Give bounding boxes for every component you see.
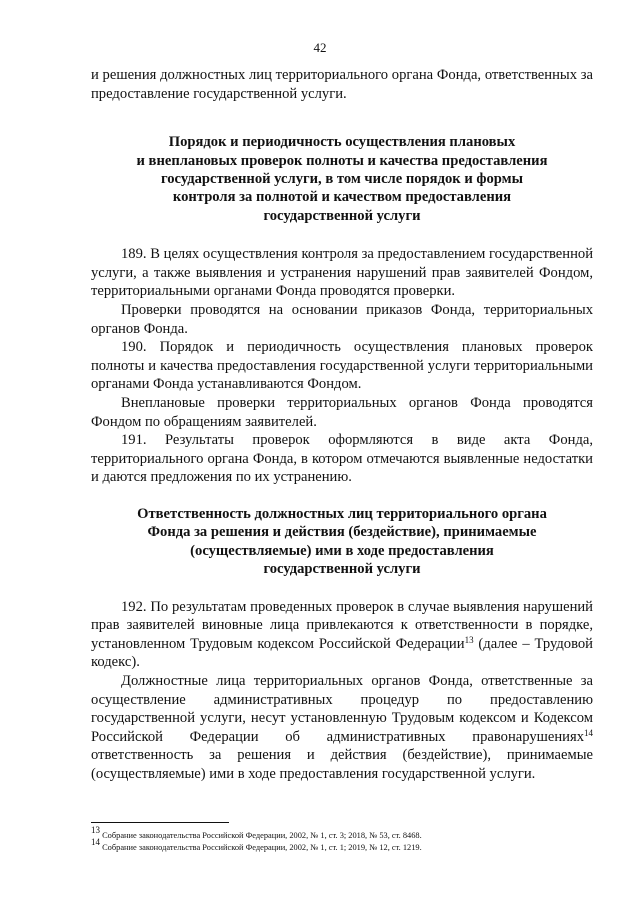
footnote-divider xyxy=(91,822,229,823)
heading-line: Ответственность должностных лиц территориального органа xyxy=(137,505,547,522)
paragraph-192-continued xyxy=(91,672,593,784)
footnote-13 xyxy=(91,825,593,842)
paragraph-189: 189. В целях осуществления контроля за предоставлением государственной услуги, а также выявления и устранения нарушений прав заявителей Фондом, территориальными органами Фонда проводятся проверки. xyxy=(91,246,593,300)
heading-line: Порядок и периодичность осуществления плановых xyxy=(168,134,516,151)
section-heading-inspections xyxy=(91,133,593,225)
section-heading-responsibility xyxy=(91,505,593,579)
paragraph-192 xyxy=(91,598,593,672)
paragraph-191: 191. Результаты проверок оформляются в виде акта Фонда, территориального органа Фонда, в котором отмечаются выявленные недостатки и даются предложения по их устранению. xyxy=(91,432,593,486)
paragraph-192-tail: (далее – Трудовой кодекс). xyxy=(91,635,593,671)
heading-line: государственной услуги, в том числе порядок и формы xyxy=(160,171,523,187)
footnote-mark: 13 xyxy=(91,825,100,835)
heading-line: государственной услуги xyxy=(263,207,421,224)
footnote-text: Собрание законодательства Российской Федерации, 2002, № 1, ст. 1; 2019, № 12, ст. 1219. xyxy=(100,843,422,852)
paragraph-text: Должностные лица территориальных органов Фонда, ответственные за осуществление административных процедур по предоставлению государственной услуги, несут установленную Трудовым кодексом и Кодексом Российской Федерации об административных правонарушениях xyxy=(91,672,593,745)
paragraph-189-continued: Проверки проводятся на основании приказов Фонда, территориальных органов Фонда. xyxy=(91,302,593,337)
paragraph-tail: ответственность за решения и действия (бездействие), принимаемые (осуществляемые) ими в ходе предоставления государственной услуги. xyxy=(91,747,593,782)
paragraph-190-continued: Внеплановые проверки территориальных органов Фонда проводятся Фондом по обращениям заявителей. xyxy=(91,394,593,430)
heading-line: контроля за полнотой и качеством предоставления xyxy=(172,189,512,206)
footnote-mark: 14 xyxy=(91,837,100,847)
paragraph-190: 190. Порядок и периодичность осуществления плановых проверок полноты и качества предоставления государственной услуги территориальными органами Фонда устанавливаются Фондом. xyxy=(91,339,593,393)
heading-line: (осуществляемые) ими в ходе предоставления xyxy=(190,542,494,559)
heading-line: государственной услуги xyxy=(263,561,421,578)
footnote-ref-14[interactable]: 14 xyxy=(584,727,593,738)
intro-paragraph: и решения должностных лиц территориального органа Фонда, ответственных за предоставление государственной услуги. xyxy=(91,67,593,102)
heading-line: Фонда за решения и действия (бездействие), принимаемые xyxy=(147,524,537,541)
page-number: 42 xyxy=(313,40,327,55)
footnote-14 xyxy=(91,837,593,854)
footnote-ref-13[interactable]: 13 xyxy=(464,634,474,645)
heading-line: и внеплановых проверок полноты и качества предоставления xyxy=(136,152,548,169)
paragraph-192-text: 192. По результатам проведенных проверок в случае выявления нарушений прав заявителей виновные лица привлекаются к ответственности в порядке, установленном Трудовым кодексом Российской Федерации xyxy=(91,598,593,652)
document-body xyxy=(91,66,593,784)
footnote-text: Собрание законодательства Российской Федерации, 2002, № 1, ст. 3; 2018, № 53, ст. 8468. xyxy=(100,831,422,840)
footnotes xyxy=(91,825,593,854)
